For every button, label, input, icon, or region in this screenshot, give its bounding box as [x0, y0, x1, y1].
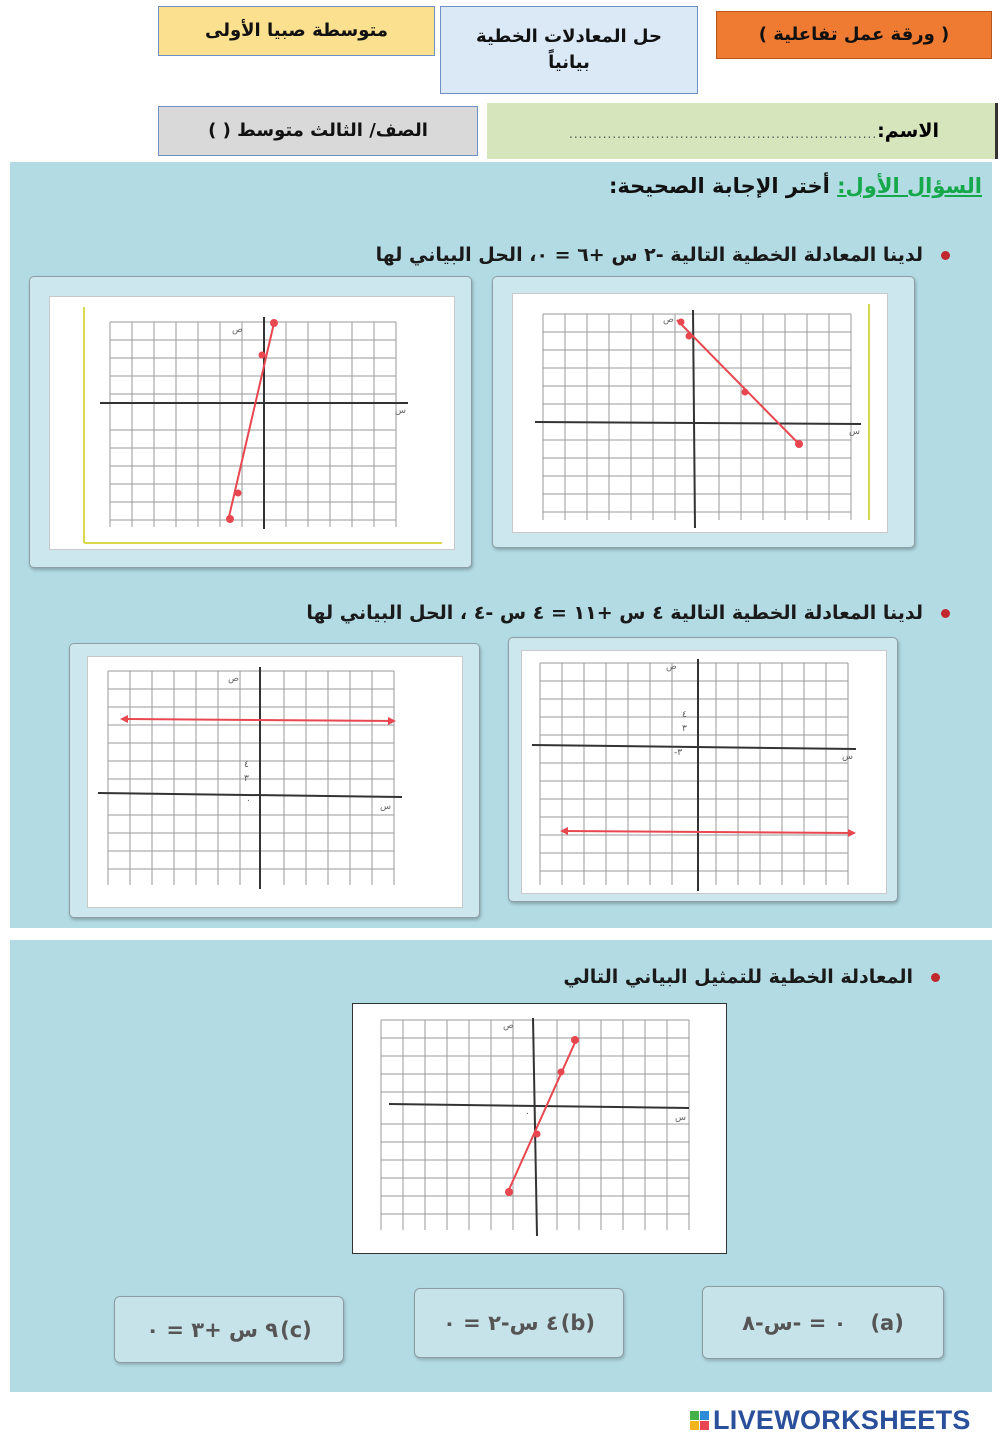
graph-point — [558, 1069, 565, 1076]
axis-y-label: ص — [228, 674, 239, 684]
worksheet-type-box — [716, 11, 992, 59]
graph-point — [235, 490, 242, 497]
answer-b-letter: (b) — [560, 1311, 595, 1335]
graph-ascending-line — [353, 1004, 725, 1252]
axis-y-label: ص — [232, 325, 243, 335]
bullet-dot — [941, 609, 950, 618]
q1-item1-text: لدينا المعادلة الخطية التالية -٢ س +٦ = ٠، الحل البياني لها — [375, 244, 923, 266]
student-name-box — [487, 103, 998, 159]
grid — [540, 663, 848, 885]
q1-item1-option-right[interactable] — [492, 276, 915, 548]
grid — [543, 314, 851, 520]
answer-c-text: ٩ س +٣ = ٠ — [146, 1317, 279, 1342]
question1-title: السؤال الأول: — [837, 174, 982, 198]
tick-label-4: ٤ — [244, 760, 249, 770]
q1-item2-option-left[interactable] — [69, 643, 480, 918]
graph-frame — [512, 293, 888, 533]
brand-name: LIVEWORKSHEETS — [713, 1404, 971, 1435]
topic-title-line2: بيانياً — [548, 52, 590, 73]
bullet-dot — [931, 973, 940, 982]
grid — [108, 671, 394, 885]
grid — [110, 322, 396, 527]
q1-item2-text: لدينا المعادلة الخطية التالية ٤ س +١١ = ٤ س -٤ ، الحل البياني لها — [306, 602, 923, 624]
answer-option-b[interactable] — [414, 1288, 624, 1358]
graph-horizontal-line-above — [88, 657, 464, 909]
answer-option-a[interactable] — [702, 1286, 944, 1359]
axis-y-label: ص — [503, 1021, 514, 1031]
tick-label-4: ٤ — [682, 710, 687, 720]
axes — [100, 317, 408, 529]
school-name-box — [158, 6, 435, 56]
q1-item2-option-right[interactable] — [508, 637, 898, 902]
answer-b-text: ٤ س-٢ = ٠ — [443, 1311, 559, 1335]
worksheet-type: ( ورقة عمل تفاعلية ) — [758, 23, 950, 45]
axis-y-label: ص — [666, 662, 677, 672]
q1-item1 — [376, 244, 950, 266]
graph-frame — [49, 296, 455, 550]
tick-label-3: ٣ — [682, 724, 687, 734]
tick-label-neg3: -٣ — [674, 748, 683, 758]
axis-x-label: س — [380, 802, 391, 812]
graph-point — [795, 440, 803, 448]
axis-x-label: س — [395, 406, 406, 416]
topic-title-line1: حل المعادلات الخطية — [476, 25, 662, 47]
arrow-left-icon — [560, 827, 568, 835]
axes — [98, 667, 402, 889]
graph-line — [228, 323, 274, 521]
axes — [532, 659, 856, 891]
graph-point — [534, 1131, 541, 1138]
arrow-right-icon — [848, 829, 856, 837]
axis-x-label: س — [842, 752, 853, 762]
axis-x-label: س — [675, 1113, 686, 1123]
q1-item1-option-left[interactable] — [29, 276, 472, 568]
axis-y-label: ص — [663, 315, 674, 325]
graph-line — [507, 1038, 577, 1194]
answer-a-text: ٠ = -س-٨ — [742, 1310, 847, 1335]
graph-point — [686, 333, 693, 340]
q1-item2 — [306, 602, 950, 624]
tick-label-0: ٠ — [246, 796, 251, 806]
liveworksheets-logo[interactable] — [690, 1404, 990, 1436]
graph-point — [259, 352, 266, 359]
topic-box — [440, 6, 698, 94]
graph-frame — [87, 656, 463, 908]
graph-line — [126, 719, 392, 721]
graph-point — [571, 1036, 579, 1044]
grade-box — [158, 106, 478, 156]
graph-point — [742, 389, 749, 396]
graph-point — [505, 1188, 513, 1196]
answer-c-letter: (c) — [280, 1317, 312, 1342]
graph-point — [226, 515, 234, 523]
q2-graph-frame — [352, 1003, 727, 1254]
axis-x-label: س — [849, 427, 860, 437]
graph-point — [678, 319, 685, 326]
name-input-line[interactable]: ................................................................ — [569, 127, 878, 141]
graph-frame — [521, 650, 887, 894]
graph-steep-line — [50, 297, 456, 551]
school-name: متوسطة صبيا الأولى — [204, 19, 389, 41]
name-label: الاسم: — [877, 120, 939, 142]
grade-label: الصف/ الثالث متوسط ( ) — [208, 119, 428, 141]
tick-label-0: ٠ — [525, 1109, 530, 1119]
arrow-right-icon — [388, 717, 396, 725]
q2-item — [563, 966, 940, 988]
arrow-left-icon — [120, 715, 128, 723]
brand-icon — [690, 1411, 709, 1430]
graph-horizontal-line-below — [522, 651, 888, 895]
axes — [389, 1018, 689, 1236]
graph-line — [677, 320, 799, 444]
graph-descending-line — [513, 294, 889, 534]
question1-heading — [609, 174, 982, 198]
graph-point — [270, 319, 278, 327]
answer-a-letter: (a) — [870, 1310, 904, 1335]
tick-label-3: ٣ — [244, 774, 249, 784]
graph-line — [564, 831, 852, 833]
answer-option-c[interactable] — [114, 1296, 344, 1363]
question1-instruction: أختر الإجابة الصحيحة: — [609, 174, 830, 198]
bullet-dot — [941, 251, 950, 260]
q2-item-text: المعادلة الخطية للتمثيل البياني التالي — [563, 966, 913, 988]
